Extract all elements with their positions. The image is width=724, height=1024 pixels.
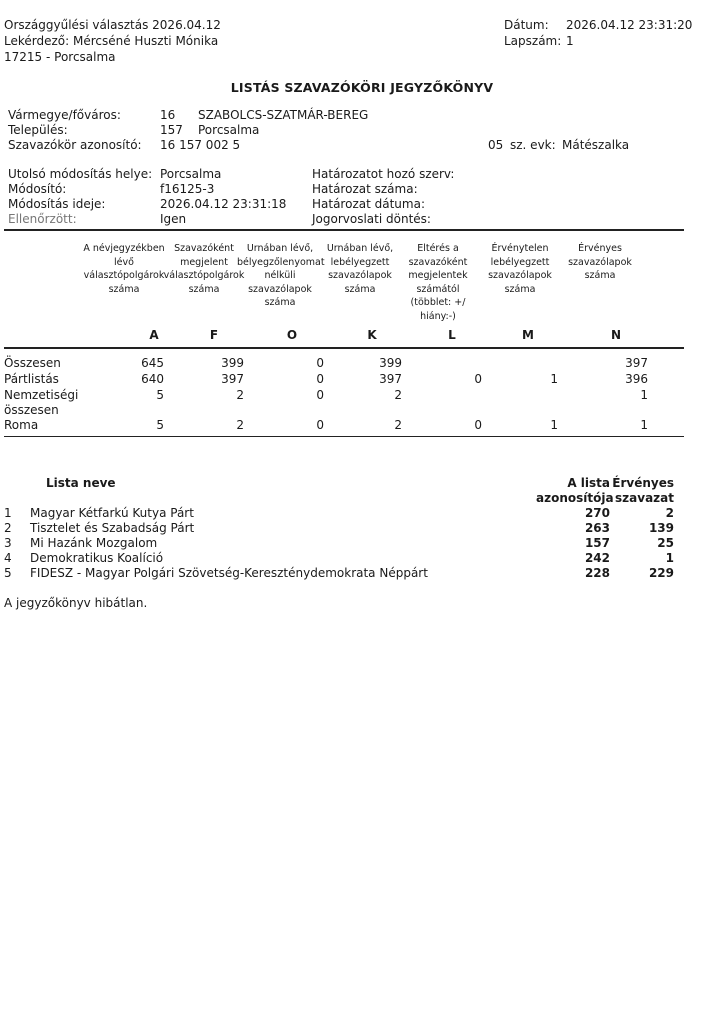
party-list-n: 396	[625, 372, 648, 386]
county-name: SZABOLCS-SZATMÁR-BEREG	[198, 108, 369, 122]
party-list-o: 0	[316, 372, 324, 386]
row-label-national-2: összesen	[4, 403, 59, 417]
party-list-f: 397	[221, 372, 244, 386]
total-f: 399	[221, 356, 244, 370]
mod-time-value: 2026.04.12 23:31:18	[160, 197, 287, 211]
total-k: 399	[379, 356, 402, 370]
col-head-k: Urnában lévő, lebélyegzett szavazólapok száma	[326, 243, 394, 295]
roma-l: 0	[474, 418, 482, 432]
record-status-note: A jegyzőkönyv hibátlan.	[4, 596, 148, 610]
list-row-no: 2	[4, 521, 12, 535]
col-head-n: Érvényes szavazólapok száma	[568, 243, 632, 281]
col-head-o: Urnában lévő, bélyegzőlenyomat nélküli szavazólapok száma	[237, 243, 325, 308]
list-row-votes: 2	[665, 506, 674, 520]
list-row-no: 3	[4, 536, 12, 550]
list-row-name: Tisztelet és Szabadság Párt	[30, 521, 195, 535]
district-label: Szavazókör azonosító:	[8, 138, 142, 152]
roma-f: 2	[236, 418, 244, 432]
party-list-a: 640	[141, 372, 164, 386]
row-label-national: Nemzetiségi	[4, 388, 79, 402]
row-label-party-list: Pártlistás	[4, 372, 59, 386]
list-row-id: 263	[584, 521, 610, 535]
election-title: Országgyűlési választás 2026.04.12	[4, 18, 221, 32]
county-label: Vármegye/főváros:	[8, 108, 121, 122]
list-id-header-2: azonosítója	[536, 491, 614, 505]
roma-n: 1	[640, 418, 648, 432]
modifier-label: Módosító:	[8, 182, 67, 196]
list-row-votes: 139	[648, 521, 674, 535]
roma-k: 2	[394, 418, 402, 432]
appeal-label: Jogorvoslati döntés:	[312, 212, 431, 226]
total-o: 0	[316, 356, 324, 370]
col-letter-n: N	[610, 328, 622, 342]
list-id-header-1: A lista	[567, 476, 610, 490]
query-user: Lekérdező: Mércséné Huszti Mónika	[4, 34, 219, 48]
page-number-value: 1	[566, 34, 574, 48]
roma-a: 5	[156, 418, 164, 432]
national-f: 2	[236, 388, 244, 402]
col-head-l: Eltérés a szavazóként megjelentek számától (többlet: +/ hiány:-)	[408, 243, 468, 322]
page-number-label: Lapszám:	[504, 34, 562, 48]
national-k: 2	[394, 388, 402, 402]
party-list-m: 1	[550, 372, 558, 386]
party-list-k: 397	[379, 372, 402, 386]
list-name-header: Lista neve	[46, 476, 116, 490]
list-row-votes: 1	[665, 551, 674, 565]
list-row-no: 1	[4, 506, 12, 520]
col-letter-a: A	[149, 328, 159, 342]
list-row-no: 5	[4, 566, 12, 580]
col-letter-f: F	[209, 328, 219, 342]
checked-label: Ellenőrzött:	[8, 212, 77, 226]
district-id: 16 157 002 5	[160, 138, 241, 152]
list-row-name: Mi Hazánk Mozgalom	[30, 536, 158, 550]
votes-header-1: Érvényes	[612, 476, 674, 490]
checked-value: Igen	[160, 212, 187, 226]
list-row-name: FIDESZ - Magyar Polgári Szövetség-Kereszténydemokrata Néppárt	[30, 566, 428, 580]
stats-top-rule	[4, 229, 684, 231]
national-n: 1	[640, 388, 648, 402]
col-head-a: A névjegyzékben lévő választópolgárok száma	[83, 243, 165, 295]
mod-place-value: Porcsalma	[160, 167, 222, 181]
national-o: 0	[316, 388, 324, 402]
row-label-roma: Roma	[4, 418, 39, 432]
col-letter-m: M	[522, 328, 534, 342]
party-list-l: 0	[474, 372, 482, 386]
date-value: 2026.04.12 23:31:20	[566, 18, 693, 32]
decision-date-label: Határozat dátuma:	[312, 197, 425, 211]
col-letter-k: K	[367, 328, 377, 342]
settlement-code-value: 157	[160, 123, 183, 137]
list-row-votes: 229	[648, 566, 674, 580]
col-head-m: Érvénytelen lebélyegzett szavazólapok száma	[488, 243, 552, 295]
list-row-id: 157	[584, 536, 610, 550]
settlement-name: Porcsalma	[198, 123, 260, 137]
list-row-no: 4	[4, 551, 12, 565]
roma-o: 0	[316, 418, 324, 432]
national-a: 5	[156, 388, 164, 402]
decision-number-label: Határozat száma:	[312, 182, 418, 196]
evk-number: 05	[488, 138, 504, 152]
list-row-id: 242	[584, 551, 610, 565]
modifier-value: f16125-3	[160, 182, 215, 196]
list-row-name: Demokratikus Koalíció	[30, 551, 164, 565]
col-letter-l: L	[448, 328, 456, 342]
col-letter-o: O	[286, 328, 298, 342]
col-head-f: Szavazóként megjelent választópolgárok száma	[163, 243, 245, 295]
mod-place-label: Utolsó módosítás helye:	[8, 167, 153, 181]
settlement-label: Település:	[8, 123, 68, 137]
date-label: Dátum:	[504, 18, 549, 32]
settlement-code: 17215 - Porcsalma	[4, 50, 116, 64]
page-title: LISTÁS SZAVAZÓKÖRI JEGYZŐKÖNYV	[230, 80, 494, 95]
county-code: 16	[160, 108, 176, 122]
evk-name: Mátészalka	[562, 138, 630, 152]
row-label-total: Összesen	[4, 356, 61, 370]
mod-time-label: Módosítás ideje:	[8, 197, 106, 211]
stats-header-rule	[4, 347, 684, 349]
list-row-name: Magyar Kétfarkú Kutya Párt	[30, 506, 194, 520]
decision-org-label: Határozatot hozó szerv:	[312, 167, 455, 181]
total-n: 397	[625, 356, 648, 370]
evk-label: sz. evk:	[510, 138, 556, 152]
stats-bottom-rule	[4, 436, 684, 437]
list-row-votes: 25	[657, 536, 674, 550]
list-row-id: 270	[584, 506, 610, 520]
roma-m: 1	[550, 418, 558, 432]
votes-header-2: szavazat	[615, 491, 674, 505]
total-a: 645	[141, 356, 164, 370]
list-row-id: 228	[584, 566, 610, 580]
